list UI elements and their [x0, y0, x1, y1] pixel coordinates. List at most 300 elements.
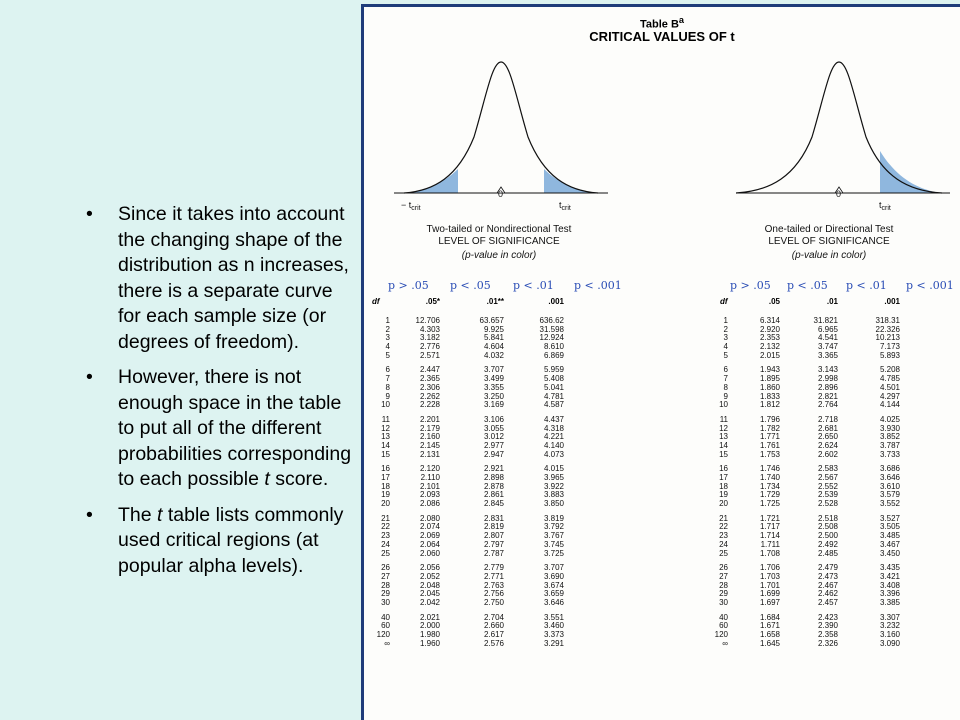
table-cell: 2.617	[483, 630, 504, 639]
table-cell: 1.895	[759, 374, 780, 384]
table-cell: 2.479	[817, 563, 838, 573]
table-cell: 2.947	[483, 449, 504, 459]
table-cell: 3.160	[879, 630, 900, 639]
t-table-image	[361, 4, 960, 720]
table-cell: 3.646	[543, 597, 564, 607]
table-cell: 2.056	[419, 563, 440, 573]
table-cell: 2.353	[759, 333, 780, 343]
table-cell: 25	[719, 548, 728, 558]
p-label-right: p < .001	[906, 279, 954, 292]
table-cell: 26	[381, 563, 390, 573]
header-col: .05	[768, 297, 780, 306]
table-cell: 2.977	[483, 440, 504, 450]
table-cell: 2.567	[817, 473, 838, 482]
table-cell: 16	[381, 464, 390, 474]
header-df: df	[372, 297, 380, 306]
table-cell: 28	[719, 580, 728, 590]
table-cell: 1.796	[759, 414, 780, 424]
table-cell: 3.408	[879, 580, 900, 590]
table-cell: 3.385	[879, 597, 900, 607]
table-cell: 2.528	[817, 499, 838, 509]
table-cell: 2.000	[419, 621, 440, 631]
table-cell: 3.579	[879, 490, 900, 500]
table-cell: 3.505	[879, 522, 900, 532]
table-cell: 2.896	[817, 382, 838, 392]
table-cell: 4.297	[879, 391, 900, 401]
table-cell: 2.492	[817, 539, 838, 549]
table-cell: 120	[376, 630, 390, 639]
table-cell: 6	[385, 365, 390, 375]
table-cell: 5.041	[543, 382, 564, 392]
table-cell: 24	[381, 539, 390, 549]
table-cell: 3.690	[543, 571, 564, 581]
table-cell: 2.086	[419, 499, 440, 509]
table-cell: 3.767	[543, 531, 564, 541]
table-cell: 2.015	[759, 350, 780, 360]
table-cell: 2.779	[483, 563, 504, 573]
table-cell: 3.090	[879, 638, 900, 648]
table-cell: 14	[381, 440, 390, 450]
table-cell: 4	[385, 342, 390, 352]
table-cell: 3.460	[543, 621, 564, 631]
table-cell: 3.674	[543, 580, 564, 590]
table-cell: 1.658	[759, 630, 780, 639]
table-cell: 3.852	[879, 432, 900, 442]
table-cell: 2.423	[817, 612, 838, 622]
header-col: .01**	[486, 297, 504, 306]
table-cell: 10	[719, 400, 728, 410]
table-cell: 2.819	[483, 522, 504, 532]
table-cell: 2.473	[817, 571, 838, 581]
table-cell: 7	[723, 374, 728, 384]
table-cell: 29	[381, 589, 390, 599]
table-cell: 2.145	[419, 440, 440, 450]
table-cell: 2.262	[419, 391, 440, 401]
table-cell: 10	[381, 400, 390, 410]
table-cell: 2.898	[483, 473, 504, 482]
table-cell: 2.602	[817, 449, 838, 459]
table-subtitle: CRITICAL VALUES OF t	[589, 29, 735, 44]
table-cell: 2.101	[419, 481, 440, 491]
two-tailed-curve	[394, 57, 614, 197]
table-cell: 3	[723, 333, 728, 343]
table-cell: 2.074	[419, 522, 440, 532]
table-cell: 12	[719, 423, 728, 433]
table-cell: 6.869	[543, 350, 564, 360]
table-cell: 2.583	[817, 464, 838, 474]
table-cell: ∞	[722, 638, 728, 648]
table-cell: 1.714	[759, 531, 780, 541]
table-title: Table $B^a$	[639, 15, 684, 31]
header-col: .05*	[425, 297, 440, 306]
table-cell: 2	[385, 324, 390, 334]
table-cell: 1.753	[759, 449, 780, 459]
table-cell: 3.725	[543, 548, 564, 558]
bullet-text: The	[118, 503, 158, 526]
table-cell: 10.213	[875, 333, 900, 343]
header-col: .001	[548, 297, 564, 306]
table-cell: 4.781	[543, 391, 564, 401]
table-cell: 2.358	[817, 630, 838, 639]
one-tailed-curve	[736, 57, 956, 197]
table-cell: 2.576	[483, 638, 504, 648]
table-cell: 40	[719, 612, 728, 622]
table-cell: 1.706	[759, 563, 780, 573]
table-cell: 2.131	[419, 449, 440, 459]
table-cell: 3.485	[879, 531, 900, 541]
table-cell: 2.064	[419, 539, 440, 549]
table-cell: 3.169	[483, 400, 504, 410]
df-column-right	[706, 317, 728, 648]
table-cell: 2.462	[817, 589, 838, 599]
header-col: .001	[884, 297, 900, 306]
table-cell: 4.032	[483, 350, 504, 360]
table-cell: 2.080	[419, 513, 440, 523]
table-cell: 31.821	[813, 316, 838, 325]
table-cell: 2.771	[483, 571, 504, 581]
table-cell: 2.508	[817, 522, 838, 532]
p-label-right: p > .05	[730, 279, 771, 292]
table-cell: 2.998	[817, 374, 838, 384]
table-cell: 2.201	[419, 414, 440, 424]
bullet-list	[82, 202, 354, 589]
table-cell: 27	[719, 571, 728, 581]
table-cell: 4.541	[817, 333, 838, 343]
bullet-emphasis: t	[157, 503, 163, 526]
table-cell: 1.701	[759, 580, 780, 590]
table-cell: 2.110	[420, 473, 440, 482]
table-cell: 2.624	[817, 440, 838, 450]
table-cell: 2.060	[419, 548, 440, 558]
table-cell: 9	[723, 391, 728, 401]
table-cell: 2.776	[419, 342, 440, 352]
table-cell: 30	[719, 597, 728, 607]
table-cell: 5.208	[879, 365, 900, 375]
table-cell: 23	[719, 531, 728, 541]
table-cell: 13	[719, 432, 728, 442]
bullet-emphasis: t	[264, 468, 270, 490]
neg-t-crit-label: − $t_{crit}$	[401, 200, 421, 212]
table-cell: 4	[723, 342, 728, 352]
table-cell: 23	[381, 531, 390, 541]
table-cell: 4.221	[543, 432, 564, 442]
table-cell: 3.747	[817, 342, 838, 352]
table-cell: 1.771	[759, 432, 780, 442]
two-tailed-caption: Two-tailed or Nondirectional Test LEVEL OF SIGNIFICANCE (p-value in color)	[426, 224, 572, 261]
table-cell: 2.042	[419, 597, 440, 607]
table-cell: 2.365	[419, 374, 440, 384]
bullet-text: table lists commonly used critical regions (at popular alpha levels).	[118, 503, 344, 577]
table-cell: 3.396	[879, 589, 900, 599]
table-cell: 2.485	[817, 548, 838, 558]
table-cell: 1	[723, 316, 728, 325]
df-column-left	[368, 317, 390, 648]
table-cell: 5.959	[543, 365, 564, 375]
table-cell: 5	[723, 350, 728, 360]
table-cell: 60	[719, 621, 728, 631]
table-cell: 2.447	[419, 365, 440, 375]
table-cell: 4.073	[543, 449, 564, 459]
table-cell: 3.450	[879, 548, 900, 558]
table-cell: 2.704	[483, 612, 504, 622]
table-cell: 3.250	[483, 391, 504, 401]
table-cell: 21	[719, 513, 728, 523]
table-cell: 2.048	[419, 580, 440, 590]
table-cell: 14	[719, 440, 728, 450]
one-tailed-caption: One-tailed or Directional Test LEVEL OF SIGNIFICANCE (p-value in color)	[764, 224, 894, 261]
table-cell: 7	[385, 374, 390, 384]
table-cell: 6	[723, 365, 728, 375]
bullet-text: However, there is not enough space in the table to put all of the different probabilities corresponding to each possible	[118, 366, 352, 490]
table-cell: 30	[381, 597, 390, 607]
table-cell: 1.703	[759, 571, 780, 581]
table-cell: 3.792	[543, 522, 564, 532]
table-cell: 318.31	[875, 316, 900, 325]
table-cell: 2.518	[817, 513, 838, 523]
table-cell: 1	[385, 316, 390, 325]
table-cell: 17	[719, 473, 728, 482]
one-tailed-001-column	[854, 317, 900, 648]
table-cell: 2.681	[817, 423, 838, 433]
table-cell: 15	[719, 449, 728, 459]
table-cell: 5	[385, 350, 390, 360]
table-cell: 2.787	[483, 548, 504, 558]
table-cell: 11	[381, 414, 390, 424]
table-cell: 1.761	[759, 440, 780, 450]
table-cell: 2.763	[483, 580, 504, 590]
table-cell: 21	[381, 513, 390, 523]
table-cell: 2.756	[483, 589, 504, 599]
table-cell: 1.711	[760, 539, 780, 549]
table-cell: 3.421	[879, 571, 900, 581]
two-tailed-05-column	[394, 317, 440, 648]
table-cell: 2.326	[817, 638, 838, 648]
bullet-text: Since it takes into account the changing shape of the distribution as n increases, there is a separate curve for each sample size (or degrees of freedom).	[118, 203, 349, 353]
table-cell: 3.106	[483, 414, 504, 424]
table-cell: 3.787	[879, 440, 900, 450]
table-cell: 27	[381, 571, 390, 581]
t-crit-label: $t_{crit}$	[879, 200, 891, 212]
table-cell: 22	[719, 522, 728, 532]
table-cell: 2.052	[419, 571, 440, 581]
table-cell: 2.718	[817, 414, 838, 424]
table-cell: 4.501	[879, 382, 900, 392]
table-cell: 3.551	[543, 612, 564, 622]
table-cell: 4.318	[543, 423, 564, 433]
table-cell: 2.552	[817, 481, 838, 491]
table-cell: 3	[385, 333, 390, 343]
header-col: .01	[826, 297, 838, 306]
table-cell: 2.021	[419, 612, 440, 622]
table-cell: 3.499	[483, 374, 504, 384]
table-cell: 3.435	[879, 563, 900, 573]
p-label-right: p < .01	[846, 279, 887, 292]
table-cell: 12.706	[415, 316, 440, 325]
p-label-left: p < .001	[574, 279, 622, 292]
table-cell: 31.598	[539, 324, 564, 334]
table-cell: 1.960	[419, 638, 440, 648]
table-cell: 4.587	[543, 400, 564, 410]
table-cell: 2.650	[817, 432, 838, 442]
table-cell: 18	[719, 481, 728, 491]
two-tailed-001-column	[518, 317, 564, 648]
table-cell: 1.734	[759, 481, 780, 491]
table-cell: 11	[719, 414, 728, 424]
table-cell: 3.055	[483, 423, 504, 433]
table-cell: 4.785	[879, 374, 900, 384]
table-cell: 2.390	[817, 621, 838, 631]
table-cell: 17	[381, 473, 390, 482]
table-cell: 3.182	[419, 333, 440, 343]
table-cell: 6.965	[817, 324, 838, 334]
table-cell: 24	[719, 539, 728, 549]
table-cell: 2.797	[483, 539, 504, 549]
table-cell: 19	[381, 490, 390, 500]
table-cell: 3.733	[879, 449, 900, 459]
table-cell: 8	[385, 382, 390, 392]
table-cell: 2.750	[483, 597, 504, 607]
table-cell: 636.62	[539, 316, 564, 325]
table-cell: 4.025	[879, 414, 900, 424]
table-cell: 28	[381, 580, 390, 590]
bullet-item-not-enough-space	[82, 365, 354, 493]
table-cell: 2.467	[817, 580, 838, 590]
t-crit-label: $t_{crit}$	[559, 200, 571, 212]
table-cell: 13	[381, 432, 390, 442]
table-cell: 1.746	[759, 464, 780, 474]
table-cell: 7.173	[879, 342, 900, 352]
table-cell: 2.920	[759, 324, 780, 334]
table-cell: 2.120	[419, 464, 440, 474]
table-cell: 1.860	[759, 382, 780, 392]
table-cell: 2.807	[483, 531, 504, 541]
table-cell: 2.069	[419, 531, 440, 541]
table-cell: 2.660	[483, 621, 504, 631]
table-cell: 1.943	[759, 365, 780, 375]
table-cell: 4.140	[543, 440, 564, 450]
table-cell: 3.930	[879, 423, 900, 433]
table-cell: 3.646	[879, 473, 900, 482]
table-cell: 3.365	[817, 350, 838, 360]
table-cell: 2.179	[419, 423, 440, 433]
table-cell: 3.291	[543, 638, 564, 648]
table-cell: 4.015	[543, 464, 564, 474]
table-cell: 2.132	[759, 342, 780, 352]
table-cell: 9	[385, 391, 390, 401]
table-cell: 3.143	[817, 365, 838, 375]
table-cell: 1.708	[759, 548, 780, 558]
table-cell: 18	[381, 481, 390, 491]
table-cell: 22	[381, 522, 390, 532]
table-cell: 2.539	[817, 490, 838, 500]
bullet-item-critical-regions	[82, 503, 354, 580]
table-cell: 2.228	[419, 400, 440, 410]
table-cell: 2.500	[817, 531, 838, 541]
table-cell: 3.610	[879, 481, 900, 491]
table-cell: 26	[719, 563, 728, 573]
table-cell: 4.604	[483, 342, 504, 352]
table-cell: 12	[381, 423, 390, 433]
table-cell: 1.645	[759, 638, 780, 648]
table-cell: 3.707	[543, 563, 564, 573]
table-cell: 5.893	[879, 350, 900, 360]
table-cell: 9.925	[483, 324, 504, 334]
table-cell: 3.850	[543, 499, 564, 509]
table-cell: 3.355	[483, 382, 504, 392]
table-cell: 40	[381, 612, 390, 622]
table-cell: 1.684	[759, 612, 780, 622]
table-cell: 1.782	[759, 423, 780, 433]
table-cell: 2.045	[419, 589, 440, 599]
table-cell: 1.729	[759, 490, 780, 500]
header-df: df	[720, 297, 728, 306]
bullet-text: score.	[269, 468, 329, 490]
table-cell: 3.552	[879, 499, 900, 509]
table-cell: 1.980	[419, 630, 440, 639]
table-cell: 4.303	[419, 324, 440, 334]
table-cell: 15	[381, 449, 390, 459]
table-cell: 1.717	[759, 522, 780, 532]
table-cell: 8.610	[543, 342, 564, 352]
table-cell: 16	[719, 464, 728, 474]
table-cell: 29	[719, 589, 728, 599]
table-cell: 1.697	[759, 597, 780, 607]
two-tailed-01-column	[458, 317, 504, 648]
table-cell: 20	[381, 499, 390, 509]
p-label-left: p > .05	[388, 279, 429, 292]
table-cell: 3.965	[543, 473, 564, 482]
table-cell: 1.671	[759, 621, 780, 631]
table-cell: 3.707	[483, 365, 504, 375]
table-cell: 60	[381, 621, 390, 631]
table-cell: 1.725	[759, 499, 780, 509]
table-cell: 3.686	[879, 464, 900, 474]
table-cell: 2.845	[483, 499, 504, 509]
table-cell: 3.012	[483, 432, 504, 442]
table-cell: ∞	[384, 638, 390, 648]
table-cell: 20	[719, 499, 728, 509]
table-cell: 1.812	[759, 400, 780, 410]
table-cell: 19	[719, 490, 728, 500]
table-cell: 2.764	[817, 400, 838, 410]
table-cell: 4.437	[543, 414, 564, 424]
table-cell: 3.467	[879, 539, 900, 549]
one-tailed-05-column	[734, 317, 780, 648]
table-cell: 1.833	[759, 391, 780, 401]
table-cell: 8	[723, 382, 728, 392]
table-cell: 6.314	[759, 316, 780, 325]
table-cell: 1.740	[759, 473, 780, 482]
table-cell: 63.657	[479, 316, 504, 325]
table-cell: 2.831	[483, 513, 504, 523]
table-cell: 22.326	[875, 324, 900, 334]
table-cell: 4.144	[879, 400, 900, 410]
zero-label: 0	[836, 189, 842, 199]
p-label-right: p < .05	[787, 279, 828, 292]
table-cell: 2.861	[483, 490, 504, 500]
table-cell: 120	[714, 630, 728, 639]
table-cell: 3.883	[543, 490, 564, 500]
bullet-item-changing-shape	[82, 202, 354, 355]
zero-label: 0	[498, 189, 504, 199]
p-label-left: p < .01	[513, 279, 554, 292]
table-cell: 2.571	[419, 350, 440, 360]
table-cell: 2.878	[483, 481, 504, 491]
table-cell: 3.232	[879, 621, 900, 631]
table-cell: 3.307	[879, 612, 900, 622]
table-cell: 3.922	[543, 481, 564, 491]
table-cell: 2.306	[419, 382, 440, 392]
